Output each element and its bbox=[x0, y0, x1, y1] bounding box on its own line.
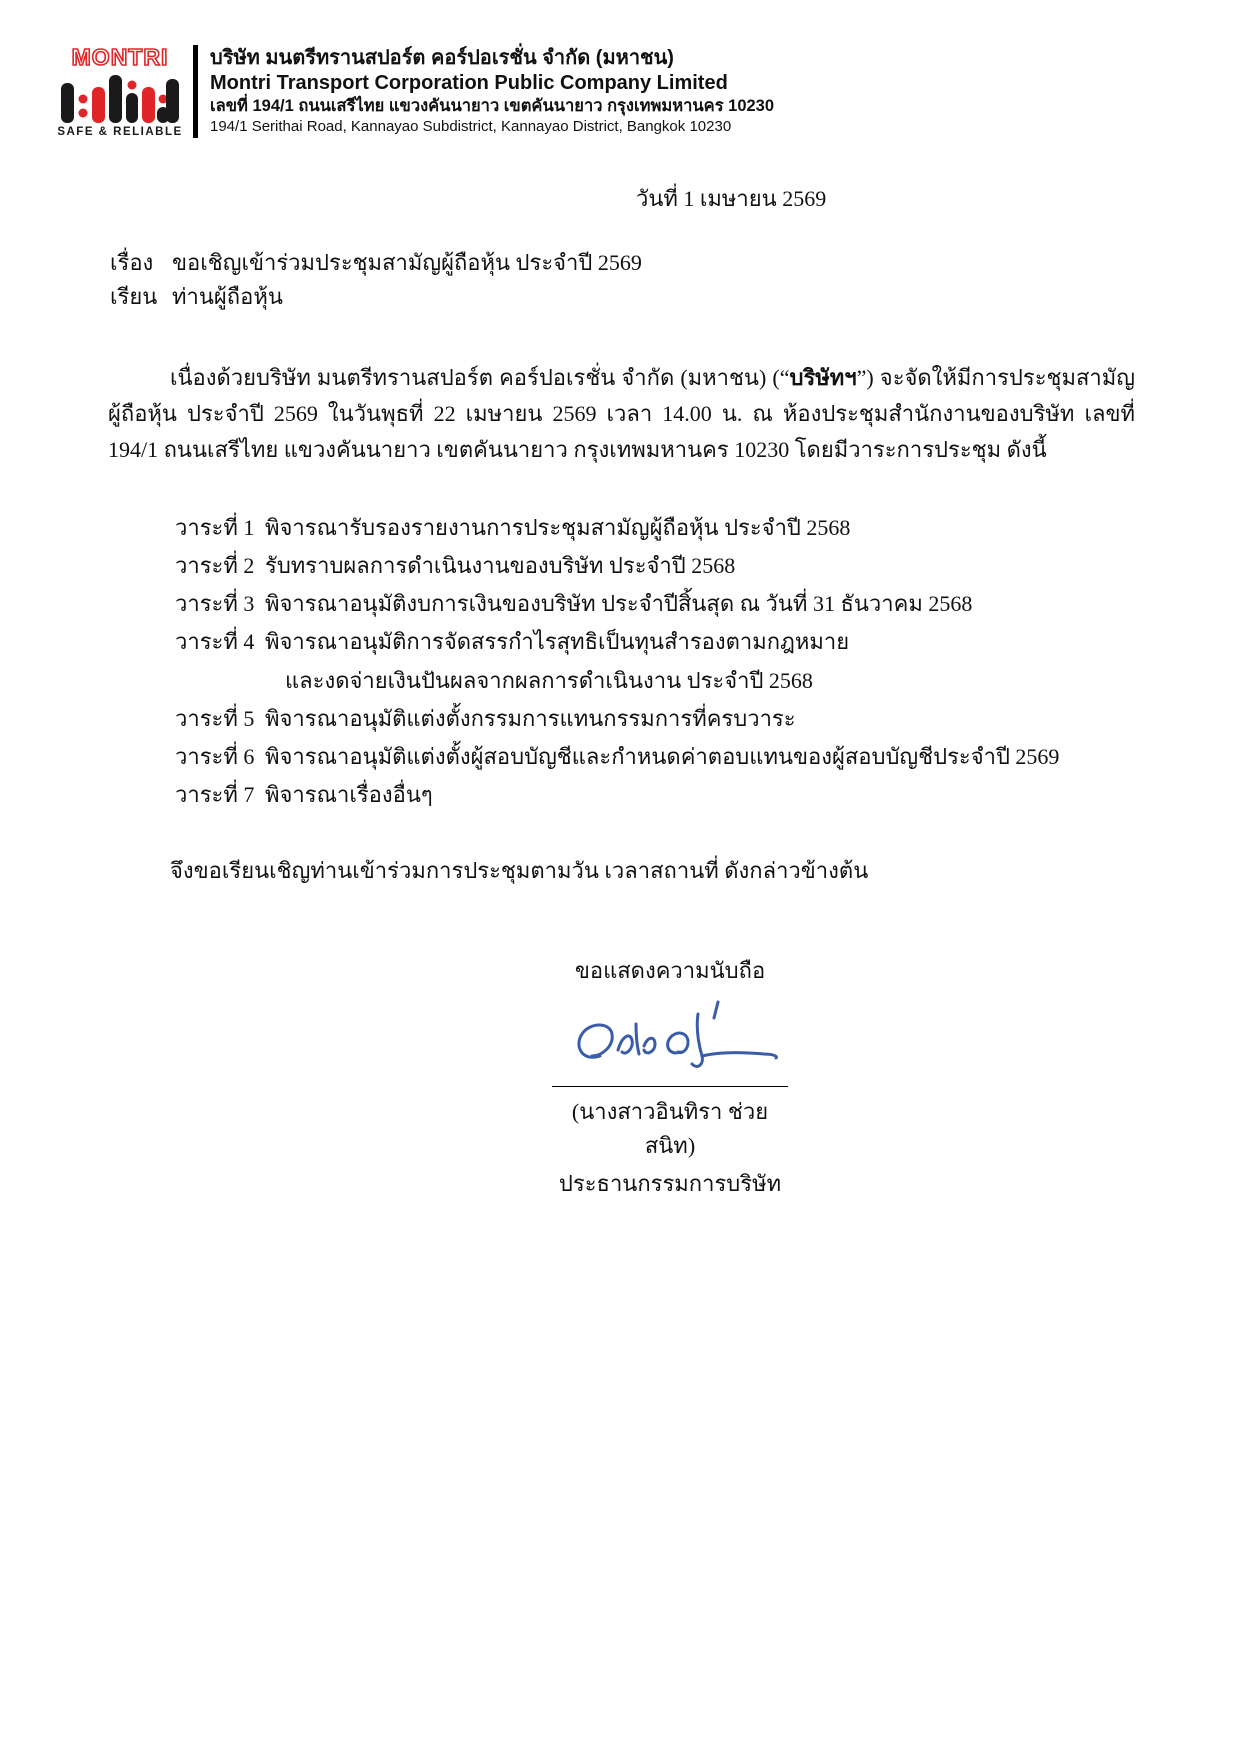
agenda-item-text: พิจารณาอนุมัติแต่งตั้งกรรมการแทนกรรมการที่ครบวาระ bbox=[265, 705, 796, 731]
agenda-item bbox=[175, 740, 1131, 774]
agenda-item-text: พิจารณาอนุมัติงบการเงินของบริษัท ประจำปีสิ้นสุด ณ วันที่ 31 ธันวาคม 2568 bbox=[265, 591, 973, 617]
logo-tagline: SAFE & RELIABLE bbox=[57, 126, 183, 138]
agenda-item bbox=[175, 549, 1131, 583]
agenda-item-text: พิจารณารับรองรายงานการประชุมสามัญผู้ถือหุ้น ประจำปี 2568 bbox=[265, 515, 851, 541]
agenda-item-number: วาระที่ 5 bbox=[175, 705, 255, 731]
agenda-item-continuation: และงดจ่ายเงินปันผลจากผลการดำเนินงาน ประจำปี 2568 bbox=[285, 667, 813, 693]
signer-title: ประธานกรรมการบริษัท bbox=[558, 1171, 782, 1197]
montri-wordmark-icon bbox=[59, 45, 181, 71]
company-short-name: บริษัทฯ bbox=[789, 365, 857, 391]
agenda-item-number: วาระที่ 4 bbox=[175, 629, 255, 655]
subject-text: ขอเชิญเข้าร่วมประชุมสามัญผู้ถือหุ้น ประจำปี 2569 bbox=[172, 250, 642, 276]
recipient-row bbox=[110, 280, 1241, 314]
agenda-list bbox=[175, 511, 1131, 812]
company-address-en: 194/1 Serithai Road, Kannayao Subdistrict, Kannayao District, Bangkok 10230 bbox=[210, 118, 732, 136]
signer-name: (นางสาวอินทิรา ช่วยสนิท) bbox=[571, 1099, 769, 1159]
agenda-item bbox=[175, 511, 1131, 545]
signature-line bbox=[552, 1086, 788, 1087]
letter-body bbox=[0, 182, 1241, 1201]
company-name-en: Montri Transport Corporation Public Company Limited bbox=[210, 72, 728, 95]
company-address-th: เลขที่ 194/1 ถนนเสรีไทย แขวงคันนายาว เขตคันนายาว กรุงเทพมหานคร 10230 bbox=[210, 97, 775, 116]
agenda-item-number: วาระที่ 3 bbox=[175, 591, 255, 617]
subject-label: เรื่อง bbox=[110, 250, 154, 276]
recipient-text: ท่านผู้ถือหุ้น bbox=[172, 284, 283, 310]
paragraph-segment: ”) จะจัดให้มีการประชุมสามัญผู้ถือหุ้น ประจำปี 2569 ในวันพุธที่ 22 เมษายน 2569 เวลา 14.00 น. ณ ห้องประชุมสำนักงานของบริษัท เลขที่ 194/1 ถนนเสรีไทย แขวงคันนายาว เขตคันนายาว กรุงเทพมหานคร 10230 โดยมีวาระการประชุม ดังนี้ bbox=[108, 365, 1135, 462]
agenda-item bbox=[175, 778, 1131, 812]
letterhead-divider bbox=[193, 45, 198, 138]
montri-wordmark-text: MONTRI bbox=[71, 45, 169, 70]
closing-line: จึงขอเรียนเชิญท่านเข้าร่วมการประชุมตามวัน เวลาสถานที่ ดังกล่าวข้างต้น bbox=[170, 857, 869, 883]
agenda-item bbox=[175, 625, 1131, 659]
opening-paragraph bbox=[108, 360, 1135, 467]
agenda-item-text: พิจารณาอนุมัติแต่งตั้งผู้สอบบัญชีและกำหนดค่าตอบแทนของผู้สอบบัญชีประจำปี 2569 bbox=[265, 743, 1060, 769]
signoff-block bbox=[552, 954, 788, 1201]
signoff-salutation: ขอแสดงความนับถือ bbox=[574, 958, 766, 983]
agenda-item-number: วาระที่ 2 bbox=[175, 553, 255, 579]
letter-date: วันที่ 1 เมษายน 2569 bbox=[636, 186, 827, 211]
signature bbox=[552, 994, 788, 1086]
agenda-item-number: วาระที่ 1 bbox=[175, 515, 255, 541]
recipient-label: เรียน bbox=[110, 284, 158, 310]
paragraph-segment: เนื่องด้วยบริษัท มนตรีทรานสปอร์ต คอร์ปอเรชั่น จำกัด (มหาชน) (“ bbox=[170, 365, 790, 391]
company-logo bbox=[57, 45, 183, 138]
agenda-item bbox=[175, 587, 1131, 621]
letterhead bbox=[57, 45, 1241, 138]
agenda-item bbox=[175, 702, 1131, 736]
letterhead-text bbox=[210, 45, 774, 138]
agenda-item-number: วาระที่ 7 bbox=[175, 781, 255, 807]
agenda-item-text: รับทราบผลการดำเนินงานของบริษัท ประจำปี 2568 bbox=[265, 553, 736, 579]
company-name-th: บริษัท มนตรีทรานสปอร์ต คอร์ปอเรชั่น จำกัด (มหาชน) bbox=[210, 47, 674, 69]
agenda-item-text: พิจารณาอนุมัติการจัดสรรกำไรสุทธิเป็นทุนสำรองตามกฎหมาย bbox=[265, 629, 850, 655]
agenda-item-text: พิจารณาเรื่องอื่นๆ bbox=[265, 781, 433, 807]
agenda-item-number: วาระที่ 6 bbox=[175, 743, 255, 769]
logo-bars-icon bbox=[59, 73, 181, 123]
signature-icon bbox=[552, 994, 788, 1086]
subject-row bbox=[110, 246, 1241, 280]
